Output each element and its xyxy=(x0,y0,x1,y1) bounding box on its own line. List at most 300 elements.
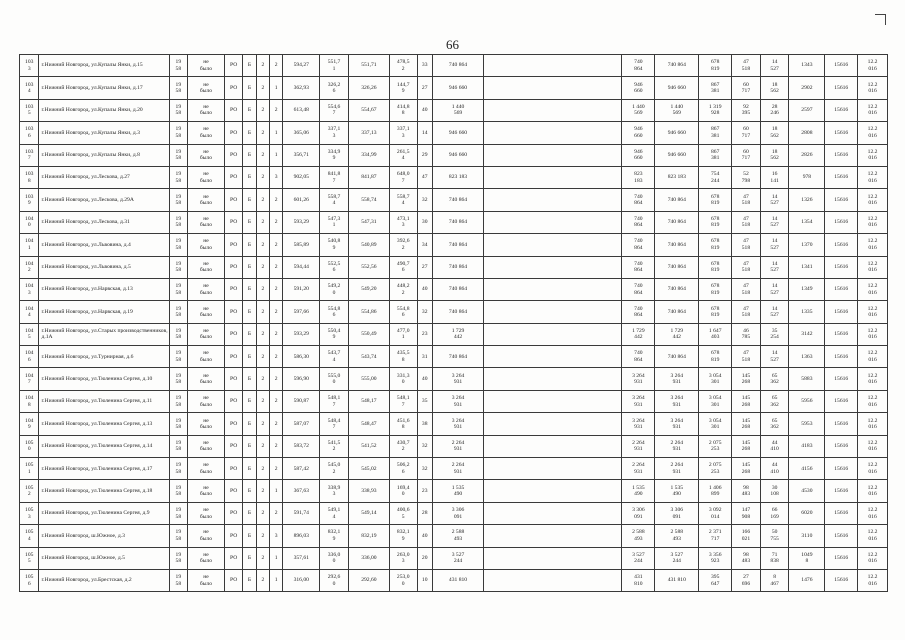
cell-cost-c: 740 864 xyxy=(655,211,699,233)
cell-c4: 34 xyxy=(417,234,432,256)
cell-area-a: 326,2 6 xyxy=(320,77,349,99)
cell-date: 12.2 016 xyxy=(858,211,888,233)
cell-code: 15616 xyxy=(825,390,858,412)
cell-type: Б xyxy=(243,525,256,547)
cell-area-a: 554,8 6 xyxy=(320,301,349,323)
cell-cost-e: 92 395 xyxy=(732,99,761,121)
cell-no: 104 6 xyxy=(20,346,39,368)
cell-c2: 2 xyxy=(270,234,283,256)
cell-date: 12.2 016 xyxy=(858,122,888,144)
cell-area-a: 551,7 1 xyxy=(320,55,349,77)
cell-cost-d: 1 406 899 xyxy=(699,480,732,502)
cell-c4: 40 xyxy=(417,99,432,121)
cell-cost-d: 867 381 xyxy=(699,122,732,144)
cell-date: 12.2 016 xyxy=(858,390,888,412)
cell-year-end: не было xyxy=(188,390,225,412)
cell-area-a: 336,0 0 xyxy=(320,547,349,569)
cell-area-total: 590,87 xyxy=(283,390,320,412)
cell-address: г.Нижний Новгород, ш.Южное, д.5 xyxy=(39,547,169,569)
cell-area-a: 549,1 4 xyxy=(320,502,349,524)
cell-no: 104 3 xyxy=(20,278,39,300)
cell-count: 1476 xyxy=(789,569,825,591)
cell-no: 104 2 xyxy=(20,256,39,278)
cell-cost-a: 740 864 xyxy=(432,234,483,256)
cell-area-total: 594,44 xyxy=(283,256,320,278)
cell-cost-e: 46 785 xyxy=(732,323,761,345)
cell-area-a: 545,0 2 xyxy=(320,458,349,480)
cell-type: Б xyxy=(243,189,256,211)
cell-cost-f: 65 362 xyxy=(760,390,789,412)
cell-type: Б xyxy=(243,122,256,144)
cell-date: 12.2 016 xyxy=(858,278,888,300)
cell-area-total: 316,00 xyxy=(283,569,320,591)
table-row xyxy=(20,525,888,547)
cell-code: 15616 xyxy=(825,480,858,502)
cell-date: 12.2 016 xyxy=(858,323,888,345)
cell-cost-b: 740 864 xyxy=(622,256,655,278)
cell-c1: 2 xyxy=(256,346,269,368)
cell-year-built: 19 58 xyxy=(169,77,187,99)
cell-cost-c: 3 264 931 xyxy=(655,368,699,390)
cell-status: РО xyxy=(224,458,242,480)
cell-cost-a: 946 660 xyxy=(432,122,483,144)
cell-code: 15616 xyxy=(825,525,858,547)
cell-area-b: 554,86 xyxy=(348,301,389,323)
cell-cost-c: 740 864 xyxy=(655,234,699,256)
cell-date: 12.2 016 xyxy=(858,346,888,368)
cell-empty xyxy=(484,458,622,480)
table-row xyxy=(20,480,888,502)
cell-type: Б xyxy=(243,211,256,233)
cell-cost-e: 47 518 xyxy=(732,256,761,278)
cell-year-end: не было xyxy=(188,189,225,211)
cell-type: Б xyxy=(243,301,256,323)
cell-area-total: 591,74 xyxy=(283,502,320,524)
cell-no: 105 1 xyxy=(20,458,39,480)
cell-code: 15616 xyxy=(825,99,858,121)
cell-cost-c: 740 864 xyxy=(655,278,699,300)
cell-c2: 3 xyxy=(270,525,283,547)
cell-c1: 2 xyxy=(256,525,269,547)
cell-cost-f: 18 562 xyxy=(760,144,789,166)
table-row xyxy=(20,256,888,278)
cell-c4: 27 xyxy=(417,77,432,99)
page-number: 66 xyxy=(446,37,459,52)
cell-c2: 1 xyxy=(270,569,283,591)
cell-c1: 2 xyxy=(256,166,269,188)
cell-address: г.Нижний Новгород, ул.Лескова, д.31 xyxy=(39,211,169,233)
cell-cost-d: 754 244 xyxy=(699,166,732,188)
cell-code: 15616 xyxy=(825,55,858,77)
cell-cost-d: 2 075 253 xyxy=(699,435,732,457)
cell-c1: 2 xyxy=(256,480,269,502)
cell-address: г.Нижний Новгород, ул.Купалы Янки, д.17 xyxy=(39,77,169,99)
cell-empty xyxy=(484,211,622,233)
cell-cost-a: 740 864 xyxy=(432,301,483,323)
cell-cost-f: 8 467 xyxy=(760,569,789,591)
cell-area-total: 587,07 xyxy=(283,413,320,435)
cell-area-b: 558,74 xyxy=(348,189,389,211)
cell-c2: 1 xyxy=(270,547,283,569)
cell-cost-a: 740 864 xyxy=(432,211,483,233)
cell-date: 12.2 016 xyxy=(858,301,888,323)
cell-cost-b: 1 729 442 xyxy=(622,323,655,345)
cell-c1: 2 xyxy=(256,55,269,77)
cell-status: РО xyxy=(224,144,242,166)
cell-area-b: 552,56 xyxy=(348,256,389,278)
cell-cost-e: 60 717 xyxy=(732,144,761,166)
cell-c2: 2 xyxy=(270,435,283,457)
cell-area-total: 586,30 xyxy=(283,346,320,368)
cell-cost-a: 946 660 xyxy=(432,77,483,99)
cell-c1: 2 xyxy=(256,144,269,166)
cell-area-a: 548,4 7 xyxy=(320,413,349,435)
cell-cost-a: 740 864 xyxy=(432,346,483,368)
table-row xyxy=(20,99,888,121)
cell-type: Б xyxy=(243,144,256,166)
cell-area-total: 365,06 xyxy=(283,122,320,144)
cell-cost-f: 30 108 xyxy=(760,480,789,502)
cell-code: 15616 xyxy=(825,278,858,300)
cell-c4: 29 xyxy=(417,144,432,166)
cell-cost-d: 678 819 xyxy=(699,256,732,278)
cell-year-end: не было xyxy=(188,323,225,345)
cell-year-built: 19 58 xyxy=(169,122,187,144)
cell-no: 103 6 xyxy=(20,122,39,144)
cell-type: Б xyxy=(243,323,256,345)
cell-area-b: 326,26 xyxy=(348,77,389,99)
cell-cost-f: 65 362 xyxy=(760,368,789,390)
cell-address: г.Нижний Новгород, ш.Южное, д.3 xyxy=(39,525,169,547)
cell-cost-f: 44 410 xyxy=(760,435,789,457)
cell-area-a: 558,7 4 xyxy=(320,189,349,211)
table-row xyxy=(20,547,888,569)
cell-empty xyxy=(484,55,622,77)
cell-year-built: 19 58 xyxy=(169,435,187,457)
cell-year-end: не было xyxy=(188,99,225,121)
cell-c2: 2 xyxy=(270,368,283,390)
cell-empty xyxy=(484,435,622,457)
cell-cost-e: 47 518 xyxy=(732,301,761,323)
cell-code: 15616 xyxy=(825,77,858,99)
cell-status: РО xyxy=(224,390,242,412)
cell-cost-e: 145 268 xyxy=(732,435,761,457)
corner-mark xyxy=(875,14,886,25)
cell-no: 105 0 xyxy=(20,435,39,457)
cell-cost-a: 1 440 569 xyxy=(432,99,483,121)
cell-c2: 2 xyxy=(270,189,283,211)
cell-count: 1335 xyxy=(789,301,825,323)
cell-c1: 2 xyxy=(256,278,269,300)
cell-year-end: не было xyxy=(188,256,225,278)
cell-empty xyxy=(484,480,622,502)
cell-no: 103 3 xyxy=(20,55,39,77)
cell-year-built: 19 58 xyxy=(169,480,187,502)
cell-status: РО xyxy=(224,368,242,390)
cell-date: 12.2 016 xyxy=(858,99,888,121)
cell-cost-e: 47 518 xyxy=(732,55,761,77)
cell-c2: 2 xyxy=(270,55,283,77)
cell-c2: 2 xyxy=(270,346,283,368)
cell-area-b: 338,93 xyxy=(348,480,389,502)
cell-date: 12.2 016 xyxy=(858,480,888,502)
cell-count: 2902 xyxy=(789,77,825,99)
cell-address: г.Нижний Новгород, ул.Нарвская, д.13 xyxy=(39,278,169,300)
cell-cost-b: 740 864 xyxy=(622,278,655,300)
cell-cost-c: 740 864 xyxy=(655,256,699,278)
cell-area-total: 594,27 xyxy=(283,55,320,77)
cell-cost-c: 1 729 442 xyxy=(655,323,699,345)
cell-area-c: 832,1 9 xyxy=(389,525,417,547)
cell-c4: 40 xyxy=(417,368,432,390)
cell-c1: 2 xyxy=(256,189,269,211)
cell-area-c: 648,0 7 xyxy=(389,166,417,188)
cell-area-total: 593,29 xyxy=(283,211,320,233)
cell-cost-d: 867 381 xyxy=(699,77,732,99)
cell-address: г.Нижний Новгород, ул.Тюленина Сергея, д.13 xyxy=(39,413,169,435)
cell-cost-e: 166 021 xyxy=(732,525,761,547)
cell-count: 978 xyxy=(789,166,825,188)
cell-area-total: 597,66 xyxy=(283,301,320,323)
cell-area-b: 540,89 xyxy=(348,234,389,256)
cell-status: РО xyxy=(224,278,242,300)
cell-type: Б xyxy=(243,458,256,480)
cell-code: 15616 xyxy=(825,211,858,233)
cell-no: 103 7 xyxy=(20,144,39,166)
cell-cost-b: 3 306 091 xyxy=(622,502,655,524)
cell-cost-c: 3 264 931 xyxy=(655,413,699,435)
cell-cost-c: 2 264 931 xyxy=(655,435,699,457)
cell-c1: 2 xyxy=(256,547,269,569)
cell-area-a: 547,3 1 xyxy=(320,211,349,233)
cell-type: Б xyxy=(243,480,256,502)
cell-date: 12.2 016 xyxy=(858,166,888,188)
cell-code: 15616 xyxy=(825,234,858,256)
cell-area-total: 585,89 xyxy=(283,234,320,256)
cell-type: Б xyxy=(243,166,256,188)
cell-area-b: 292,60 xyxy=(348,569,389,591)
cell-status: РО xyxy=(224,234,242,256)
cell-cost-c: 3 264 931 xyxy=(655,390,699,412)
cell-address: г.Нижний Новгород, ул.Львовина, д.4 xyxy=(39,234,169,256)
cell-empty xyxy=(484,99,622,121)
cell-area-total: 583,72 xyxy=(283,435,320,457)
cell-c2: 2 xyxy=(270,99,283,121)
cell-c1: 2 xyxy=(256,99,269,121)
cell-c1: 2 xyxy=(256,301,269,323)
table-row xyxy=(20,390,888,412)
cell-c4: 33 xyxy=(417,55,432,77)
cell-cost-e: 145 268 xyxy=(732,368,761,390)
cell-empty xyxy=(484,234,622,256)
cell-area-b: 549,20 xyxy=(348,278,389,300)
cell-cost-d: 678 819 xyxy=(699,189,732,211)
cell-address: г.Нижний Новгород, ул.Тюленина Сергея, д.18 xyxy=(39,480,169,502)
cell-cost-b: 1 440 569 xyxy=(622,99,655,121)
cell-empty xyxy=(484,346,622,368)
cell-cost-d: 678 819 xyxy=(699,346,732,368)
cell-area-total: 613,48 xyxy=(283,99,320,121)
table-row xyxy=(20,413,888,435)
cell-year-end: не было xyxy=(188,525,225,547)
cell-year-built: 19 58 xyxy=(169,458,187,480)
cell-year-built: 19 58 xyxy=(169,413,187,435)
cell-area-a: 554,6 7 xyxy=(320,99,349,121)
cell-count: 4530 xyxy=(789,480,825,502)
cell-year-end: не было xyxy=(188,346,225,368)
cell-c1: 2 xyxy=(256,435,269,457)
cell-status: РО xyxy=(224,323,242,345)
cell-year-built: 19 58 xyxy=(169,55,187,77)
cell-cost-f: 44 410 xyxy=(760,458,789,480)
cell-cost-b: 740 864 xyxy=(622,55,655,77)
cell-cost-f: 14 527 xyxy=(760,301,789,323)
cell-area-total: 591,20 xyxy=(283,278,320,300)
cell-area-c: 473,1 3 xyxy=(389,211,417,233)
cell-no: 104 9 xyxy=(20,413,39,435)
cell-status: РО xyxy=(224,413,242,435)
cell-no: 103 5 xyxy=(20,99,39,121)
cell-cost-f: 71 838 xyxy=(760,547,789,569)
cell-c1: 2 xyxy=(256,77,269,99)
cell-date: 12.2 016 xyxy=(858,525,888,547)
table-row xyxy=(20,77,888,99)
cell-area-c: 548,1 7 xyxy=(389,390,417,412)
cell-date: 12.2 016 xyxy=(858,368,888,390)
cell-cost-c: 740 864 xyxy=(655,346,699,368)
cell-year-built: 19 58 xyxy=(169,547,187,569)
cell-cost-c: 946 660 xyxy=(655,122,699,144)
cell-code: 15616 xyxy=(825,189,858,211)
table-body xyxy=(20,55,888,592)
cell-c4: 10 xyxy=(417,569,432,591)
cell-c4: 23 xyxy=(417,480,432,502)
cell-cost-c: 740 864 xyxy=(655,301,699,323)
cell-area-b: 547,31 xyxy=(348,211,389,233)
cell-cost-b: 2 264 931 xyxy=(622,458,655,480)
cell-area-a: 552,5 6 xyxy=(320,256,349,278)
cell-type: Б xyxy=(243,502,256,524)
cell-cost-a: 740 864 xyxy=(432,256,483,278)
cell-status: РО xyxy=(224,77,242,99)
cell-year-built: 19 58 xyxy=(169,502,187,524)
cell-area-c: 554,8 6 xyxy=(389,301,417,323)
cell-cost-e: 147 908 xyxy=(732,502,761,524)
cell-cost-b: 740 864 xyxy=(622,346,655,368)
cell-code: 15616 xyxy=(825,435,858,457)
cell-area-c: 169,4 0 xyxy=(389,480,417,502)
cell-type: Б xyxy=(243,278,256,300)
cell-address: г.Нижний Новгород, ул.Нарвская, д.19 xyxy=(39,301,169,323)
table-row xyxy=(20,278,888,300)
cell-area-b: 551,71 xyxy=(348,55,389,77)
cell-cost-e: 98 483 xyxy=(732,547,761,569)
cell-code: 15616 xyxy=(825,301,858,323)
cell-code: 15616 xyxy=(825,256,858,278)
cell-c4: 47 xyxy=(417,166,432,188)
cell-year-end: не было xyxy=(188,413,225,435)
cell-area-b: 548,47 xyxy=(348,413,389,435)
cell-code: 15616 xyxy=(825,144,858,166)
cell-cost-a: 740 864 xyxy=(432,278,483,300)
cell-year-built: 19 58 xyxy=(169,346,187,368)
cell-c4: 23 xyxy=(417,323,432,345)
cell-no: 104 8 xyxy=(20,390,39,412)
cell-empty xyxy=(484,323,622,345)
cell-c4: 35 xyxy=(417,390,432,412)
cell-cost-b: 740 864 xyxy=(622,234,655,256)
cell-empty xyxy=(484,413,622,435)
cell-cost-d: 1 319 928 xyxy=(699,99,732,121)
cell-area-total: 362,93 xyxy=(283,77,320,99)
cell-code: 15616 xyxy=(825,413,858,435)
cell-status: РО xyxy=(224,525,242,547)
cell-status: РО xyxy=(224,435,242,457)
cell-no: 103 8 xyxy=(20,166,39,188)
cell-c4: 38 xyxy=(417,413,432,435)
cell-cost-c: 3 527 244 xyxy=(655,547,699,569)
cell-cost-b: 946 660 xyxy=(622,144,655,166)
cell-cost-f: 14 527 xyxy=(760,256,789,278)
cell-cost-d: 678 819 xyxy=(699,211,732,233)
cell-c1: 2 xyxy=(256,323,269,345)
cell-c4: 32 xyxy=(417,189,432,211)
cell-cost-d: 2 371 717 xyxy=(699,525,732,547)
cell-count: 1343 xyxy=(789,55,825,77)
cell-c1: 2 xyxy=(256,211,269,233)
cell-no: 105 4 xyxy=(20,525,39,547)
cell-cost-c: 431 810 xyxy=(655,569,699,591)
cell-cost-d: 395 647 xyxy=(699,569,732,591)
cell-cost-c: 946 660 xyxy=(655,144,699,166)
cell-cost-e: 60 717 xyxy=(732,122,761,144)
cell-c1: 2 xyxy=(256,458,269,480)
cell-cost-e: 52 798 xyxy=(732,166,761,188)
cell-area-b: 337,13 xyxy=(348,122,389,144)
cell-cost-e: 145 268 xyxy=(732,390,761,412)
cell-area-a: 292,6 0 xyxy=(320,569,349,591)
cell-empty xyxy=(484,189,622,211)
cell-area-b: 549,14 xyxy=(348,502,389,524)
cell-year-built: 19 58 xyxy=(169,368,187,390)
cell-cost-d: 678 819 xyxy=(699,234,732,256)
cell-c4: 14 xyxy=(417,122,432,144)
cell-c1: 2 xyxy=(256,390,269,412)
cell-year-end: не было xyxy=(188,435,225,457)
cell-type: Б xyxy=(243,234,256,256)
cell-c4: 27 xyxy=(417,256,432,278)
cell-cost-c: 946 660 xyxy=(655,77,699,99)
cell-status: РО xyxy=(224,256,242,278)
cell-area-b: 554,67 xyxy=(348,99,389,121)
cell-cost-c: 740 864 xyxy=(655,55,699,77)
cell-address: г.Нижний Новгород, ул.Купалы Янки, д.20 xyxy=(39,99,169,121)
cell-status: РО xyxy=(224,547,242,569)
cell-no: 104 7 xyxy=(20,368,39,390)
cell-c4: 30 xyxy=(417,211,432,233)
cell-year-end: не было xyxy=(188,144,225,166)
cell-area-c: 451,6 8 xyxy=(389,413,417,435)
cell-cost-f: 35 254 xyxy=(760,323,789,345)
cell-empty xyxy=(484,256,622,278)
cell-status: РО xyxy=(224,211,242,233)
cell-cost-d: 3 092 014 xyxy=(699,502,732,524)
cell-cost-a: 1 535 490 xyxy=(432,480,483,502)
cell-date: 12.2 016 xyxy=(858,234,888,256)
table-row xyxy=(20,55,888,77)
cell-area-b: 334,99 xyxy=(348,144,389,166)
table-row xyxy=(20,435,888,457)
